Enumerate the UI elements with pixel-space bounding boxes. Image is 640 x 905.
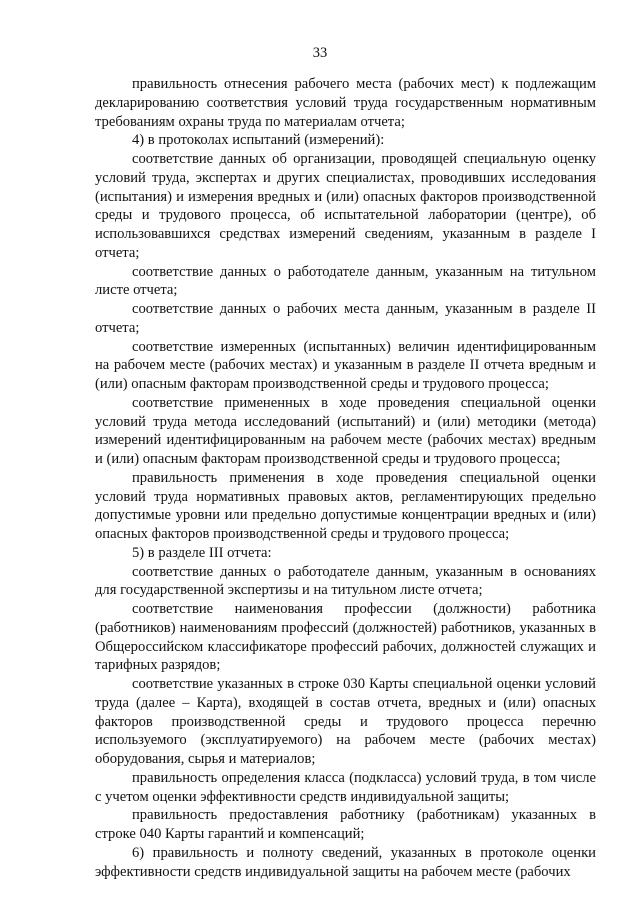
paragraph: соответствие указанных в строке 030 Карты специальной оценки условий труда (далее – Карта), входящей в состав отчета, вредных и (или) опасных факторов производственной среды и трудового процесса перечню используемого (эксплуатируемого) на рабочем месте (рабочих местах) оборудования, сырья и материалов; (95, 676, 596, 767)
paragraph: 4) в протоколах испытаний (измерений): (132, 132, 385, 149)
paragraph: соответствие данных об организации, проводящей специальную оценку условий труда, экспертах и других специалистах, проводивших исследования (испытания) и измерения вредных и (или) опасных факторов производственной среды и трудового процесса, об испытательной лаборатории (центре), об использовавшихся средствах измерений сведениям, указанным в разделе I отчета; (95, 151, 596, 261)
paragraph: правильность определения класса (подкласса) условий труда, в том числе с учетом оценки эффективности средств индивидуальной защиты; (95, 769, 596, 805)
paragraph: правильность предоставления работнику (работникам) указанных в строке 040 Карты гарантий и компенсаций; (95, 807, 596, 842)
paragraph: соответствие данных о работодателе данным, указанным на титульном листе отчета; (95, 263, 596, 299)
paragraph: соответствие примененных в ходе проведения специальной оценки условий труда метода исследований (испытаний) и (или) методики (метода) измерений идентифицированным на рабочем месте (рабочих местах) вредным и (или) опасным факторам производственной среды и трудового процесса; (95, 394, 596, 467)
paragraph: 6) правильность и полноту сведений, указанных в протоколе оценки эффективности средств индивидуальной защиты на рабочем месте (рабочих (95, 844, 596, 880)
paragraph: соответствие данных о работодателе данным, указанным в основаниях для государственной экспертизы и на титульном листе отчета; (95, 563, 596, 599)
page-number: 33 (312, 45, 328, 61)
paragraph: 5) в разделе III отчета: (132, 544, 272, 561)
document-body (95, 75, 596, 881)
paragraph: соответствие измеренных (испытанных) величин идентифицированным на рабочем месте (рабочих местах) и указанным в разделе II отчета вредным и (или) опасным факторам производственной среды и трудового процесса; (95, 338, 596, 392)
paragraph: соответствие наименования профессии (должности) работника (работников) наименованиям профессий (должностей) работников, указанных в Общероссийском классификаторе профессий рабочих, должностей служащих и тарифных разрядов; (95, 601, 596, 674)
paragraph: правильность применения в ходе проведения специальной оценки условий труда нормативных правовых актов, регламентирующих предельно допустимые уровни или предельно допустимые концентрации вредных и (или) опасных факторов производственной среды и трудового процесса; (95, 469, 596, 542)
paragraph: соответствие данных о рабочих места данным, указанным в разделе II отчета; (95, 301, 596, 336)
paragraph: правильность отнесения рабочего места (рабочих мест) к подлежащим декларированию соответствия условий труда государственным нормативным требованиям охраны труда по материалам отчета; (95, 76, 596, 130)
